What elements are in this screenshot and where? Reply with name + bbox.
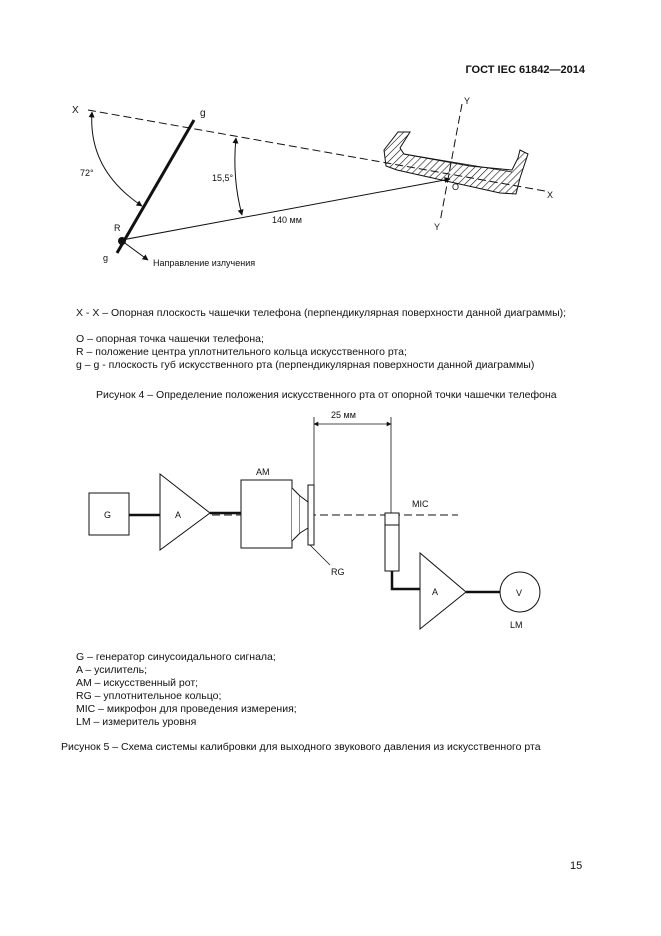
figure-5-legend-mic: MIC – микрофон для проведения измерения; <box>76 703 297 715</box>
amplifier-1-triangle <box>160 474 210 550</box>
label-g-top: g <box>200 108 206 119</box>
label-distance-25: 25 мм <box>331 410 356 420</box>
figure-4-legend-o: O – опорная точка чашечки телефона; <box>76 333 264 345</box>
label-mic: MIC <box>412 499 429 509</box>
figure-5-legend-g: G – генератор синусоидального сигнала; <box>76 651 276 663</box>
figure-5-caption: Рисунок 5 – Схема системы калибровки для выходного звукового давления из искусственного рта <box>61 741 541 753</box>
angle-15-5-arc <box>235 138 242 215</box>
figure-4-legend-g: g – g - плоскость губ искусственного рта (перпендикулярная поверхности данной диаграммы) <box>76 359 535 371</box>
label-a2: A <box>432 587 439 597</box>
figure-5-legend-a: A – усилитель; <box>76 664 148 676</box>
artificial-mouth-box <box>241 480 292 548</box>
label-y-bottom: Y <box>434 222 441 232</box>
figure-4-legend-r: R – положение центра уплотнительного кольца искусственного рта; <box>76 346 407 358</box>
document-header: ГОСТ IEC 61842—2014 <box>465 64 585 76</box>
label-v: V <box>516 588 523 598</box>
figure-5-legend-rg: RG – уплотнительное кольцо; <box>76 690 222 702</box>
label-distance-140: 140 мм <box>272 215 302 225</box>
figure-5-legend-lm: LM – измеритель уровня <box>76 716 197 728</box>
distance-140-line <box>122 179 450 240</box>
figure-4-legend-xx: X - X – Опорная плоскость чашечки телефона (перпендикулярная поверхности данной диаграммы); <box>76 307 567 319</box>
label-lm: LM <box>510 620 523 630</box>
label-o: O <box>452 182 460 192</box>
label-rg: RG <box>331 567 345 577</box>
figure-4-caption: Рисунок 4 – Определение положения искусственного рта от опорной точки чашечки телефона <box>96 389 557 401</box>
label-g: G <box>104 510 112 520</box>
label-a1: A <box>175 510 182 520</box>
radiation-direction-arrow <box>122 241 148 260</box>
seal-ring <box>308 485 314 545</box>
figure-5-diagram <box>0 405 661 640</box>
label-radiation-direction: Направление излучения <box>153 258 256 268</box>
label-x-right: X <box>547 190 554 200</box>
angle-72-arc <box>92 112 142 206</box>
label-x-left: X <box>72 105 79 116</box>
amplifier-2-triangle <box>420 553 466 629</box>
lip-plane-line <box>117 120 194 253</box>
figure-4-diagram <box>0 90 661 275</box>
label-angle-72: 72° <box>80 168 94 178</box>
label-r: R <box>114 223 121 233</box>
label-am: AM <box>256 467 270 477</box>
label-y-top: Y <box>464 96 471 106</box>
label-angle-15-5: 15,5° <box>212 173 234 183</box>
figure-5-legend-am: AM – искусственный рот; <box>76 677 199 689</box>
label-g-bottom: g <box>103 253 109 263</box>
page-number: 15 <box>570 860 583 872</box>
